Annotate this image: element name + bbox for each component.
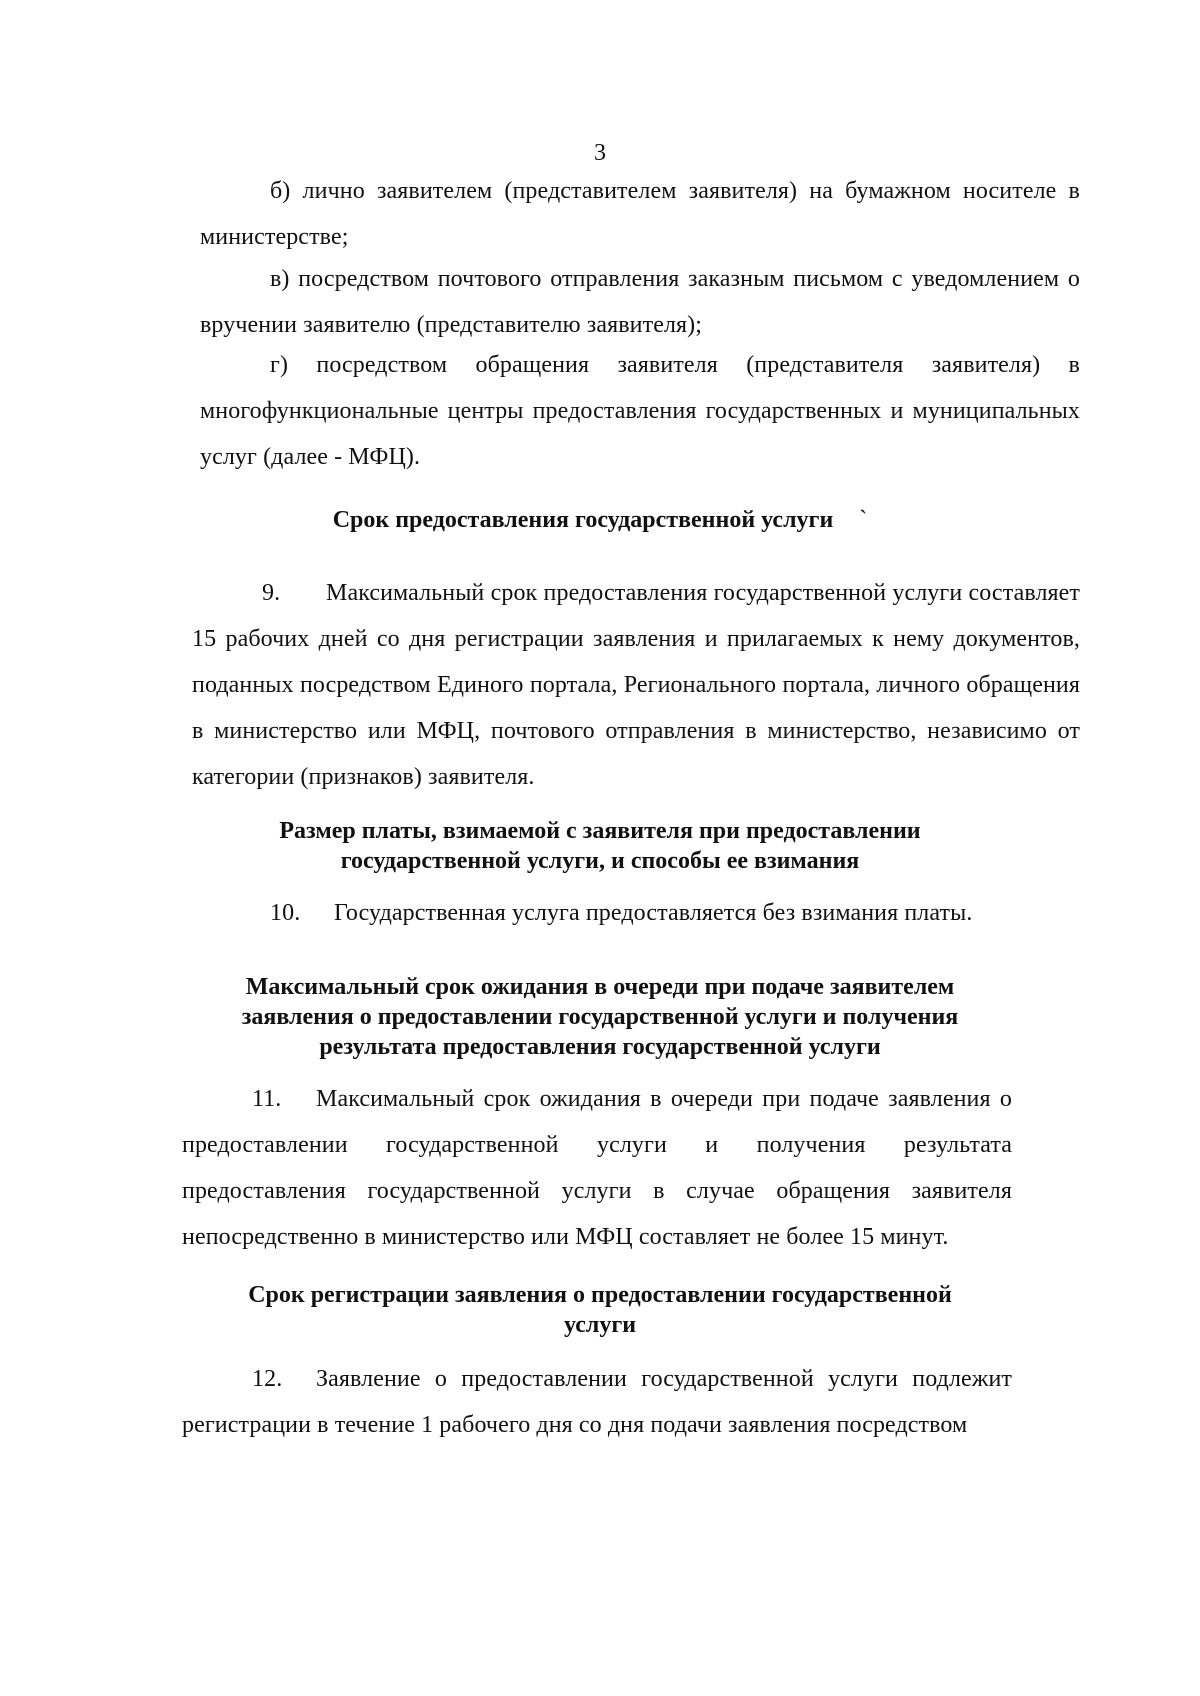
heading-service-term-text: Срок предоставления государственной услуги (332, 507, 834, 533)
paragraph-12-text: Заявление о предоставлении государственной услуги подлежит регистрации в течение 1 рабочего дня со дня подачи заявления посредством (182, 1366, 1012, 1438)
paragraph-10 (270, 890, 1070, 936)
paragraph-11-text: Максимальный срок ожидания в очереди при подаче заявления о предоставлении государственной услуги и получения результата предоставления государственной услуги в случае обращения заявителя непосредственно в министерство или МФЦ составляет не более 15 минут. (182, 1086, 1012, 1250)
paragraph-9-text: Максимальный срок предоставления государственной услуги составляет 15 рабочих дней со дня регистрации заявления и прилагаемых к нему документов, поданных посредством Единого портала, Регионального портала, личного обращения в министерство или МФЦ, почтового отправления в министерство, независимо от категории (признаков) заявителя. (192, 580, 1080, 790)
heading-queue-wait-line-1: Максимальный срок ожидания в очереди при подаче заявителем (245, 974, 955, 1000)
paragraph-12-number: 12. (252, 1366, 283, 1392)
heading-fee-line-2: государственной услуги, и способы ее взимания (340, 848, 860, 874)
paragraph-b: б) лично заявителем (представителем заявителя) на бумажном носителе в министерстве; (200, 178, 1080, 250)
stray-mark: ` (859, 507, 868, 533)
heading-fee-line-1: Размер платы, взимаемой с заявителя при предоставлении (279, 818, 921, 844)
heading-queue-wait-line-3: результата предоставления государственной услуги (319, 1034, 881, 1060)
paragraph-12 (182, 1356, 1012, 1448)
heading-registration-term-line-1: Срок регистрации заявления о предоставлении государственной (248, 1282, 952, 1308)
paragraph-v: в) посредством почтового отправления заказным письмом с уведомлением о вручении заявителю (представителю заявителя); (200, 266, 1080, 338)
paragraph-10-text: Государственная услуга предоставляется без взимания платы. (334, 900, 973, 926)
heading-queue-wait (0, 972, 1200, 1062)
heading-service-term (0, 505, 1200, 535)
paragraph-11 (182, 1076, 1012, 1260)
paragraph-9-number: 9. (262, 580, 281, 606)
heading-registration-term (0, 1280, 1200, 1340)
paragraph-9 (192, 570, 1080, 800)
heading-registration-term-line-2: услуги (563, 1312, 637, 1338)
page-number: 3 (594, 140, 606, 166)
paragraph-g: г) посредством обращения заявителя (представителя заявителя) в многофункциональные центры предоставления государственных и муниципальных услуг (далее - МФЦ). (200, 352, 1080, 470)
paragraph-10-number: 10. (270, 900, 301, 926)
paragraph-11-number: 11. (252, 1086, 282, 1112)
heading-fee (0, 816, 1200, 876)
heading-queue-wait-line-2: заявления о предоставлении государственной услуги и получения (241, 1004, 959, 1030)
